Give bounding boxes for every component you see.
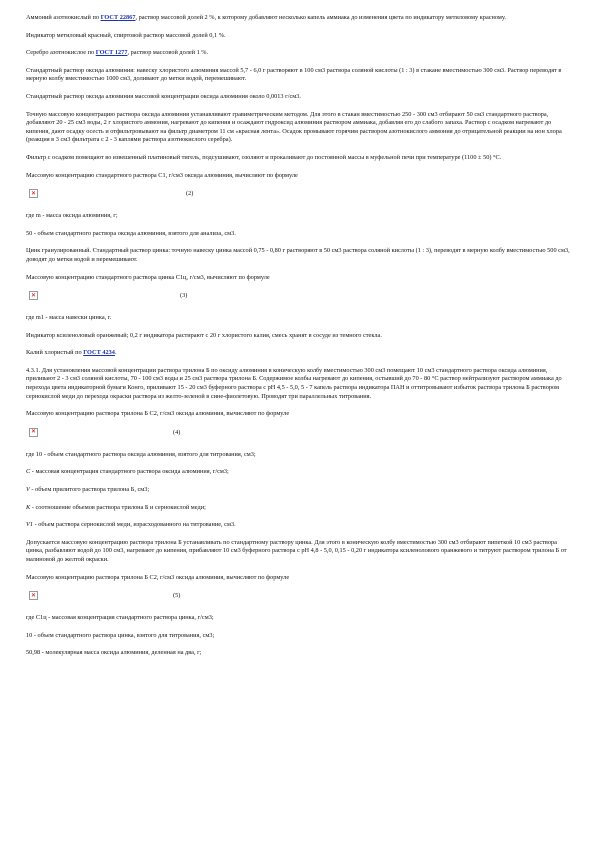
paragraph-silver-nitrate: Серебро азотнокислое по ГОСТ 1277, раствор массовой долей 1 %.: [26, 49, 209, 57]
equation-number: (4): [173, 428, 181, 436]
paragraph-zinc-standard: Цинк гранулированный. Стандартный раствор цинка: точную навеску цинка массой 0,75 - 0,80 г растворяют в 50 см3 раствора соляной кислоты (1 : 3), переводят в мерную колбу вместимостью 500 см3, доводят до метки водой и перемешивают.: [26, 247, 570, 263]
formula-2: [26, 189, 571, 203]
paragraph-gravimetric-method: Точную массовую концентрацию раствора оксида алюминия устанавливают гравиметрическим методом. Для этого в стакан вместимостью 250 - 300 см3 отбирают 50 см3 стандартного раствора, добавляют 20 - 25 см3 воды, 2 г хлористого аммония, нагревают до кипения и осаждают гидроксид алюминия раствором аммиака, добавляя его до слабого запаха. Раствор с осадком нагревают до кипения, дают осадку осесть и отфильтровывают на фильтр диаметром 11 см «красная лента». Осадок промывают горячим раствором азотнокислого аммония до отрицательной реакции на ион хлора (реакция в 3 см3 фильтрата с 2 - 3 каплями раствора азотнокислого серебра).: [26, 110, 562, 144]
paragraph-zinc-volume-10: 10 - объем стандартного раствора цинка, взятого для титрования, см3;: [26, 631, 215, 639]
paragraph-zinc-titration: Допускается массовую концентрацию раствора трилона Б устанавливать по стандартному раствору цинка. Для этого в коническую колбу вместимостью 300 см3 отбирают пипеткой 10 см3 раствора цинка, разбавляют водой до 100 см3, нагревают до кипения, прибавляют 10 см3 буферного раствора с рН 4,8 - 5,0, 0,15 - 0,20 г индикатора ксиленолового оранжевого и титруют раствором трилона Б от малиновой до желтой окраски.: [26, 538, 567, 563]
paragraph-def-v1: V1 - объем раствора сернокислой меди, израсходованного на титрование, см3.: [26, 521, 236, 529]
paragraph-4-3-1: 4.3.1. Для установления массовой концентрации раствора трилона Б по оксиду алюминия в коническую колбу вместимостью 300 см3 помещают 10 см3 стандартного раствора оксида алюминия, приливают 2 - 3 см3 соляной кислоты, 70 - 100 см3 воды и 25 см3 раствора трилона Б. Содержимое колбы нагревают до кипения, остывший до 70 - 80 °С раствор нейтрализуют раствором аммиака до перехода цвета индикаторной бумаги Конго, приливают 15 - 20 см3 буферного раствора с рН 4,5 - 5,0, 5 - 7 капель раствора индикатора ПАН и оттитровывают избыток раствора трилона Б раствором сернокислой меди до перехода окраски раствора из желто-зеленой в сине-фиолетовую. Проводят три параллельных титрования.: [26, 366, 562, 400]
link-gost-1277[interactable]: ГОСТ 1277: [95, 49, 128, 57]
paragraph-formula-intro-c1z: Массовую концентрацию стандартного раствора цинка C1ц, г/см3, вычисляют по формуле: [26, 273, 270, 281]
broken-image-icon: ✕: [30, 291, 37, 299]
link-gost-4234[interactable]: ГОСТ 4234: [83, 349, 115, 357]
paragraph-where-c1z: где C1ц - массовая концентрация стандартного раствора цинка, г/см3;: [26, 614, 214, 622]
paragraph-potassium-chloride: Калий хлористый по ГОСТ 4234.: [26, 349, 117, 357]
formula-5: [26, 591, 571, 605]
broken-image-icon: ✕: [30, 428, 37, 436]
paragraph-where-m: где m - масса оксида алюминия, г;: [26, 212, 118, 220]
paragraph-aluminium-concentration: Стандартный раствор оксида алюминия массовой концентрации оксида алюминия около 0,0013 г/см3.: [26, 92, 301, 100]
equation-number: (3): [180, 292, 188, 300]
paragraph-formula-intro-c2-zinc: Массовую концентрацию раствора трилона Б C2, г/см3 оксида алюминия, вычисляют по формуле: [26, 573, 290, 581]
paragraph-def-k: K - соотношение объемов раствора трилона Б и сернокислой меди;: [26, 503, 206, 511]
paragraph-where-10: где 10 - объем стандартного раствора оксида алюминия, взятого для титрования, см3;: [26, 450, 256, 458]
paragraph-formula-intro-c1: Массовую концентрацию стандартного раствора C1, г/см3 оксида алюминия, вычисляют по формуле: [26, 171, 298, 179]
paragraph-def-c: C - массовая концентрация стандартного раствора оксида алюминия, г/см3;: [26, 468, 229, 476]
paragraph-aluminium-standard: Стандартный раствор оксида алюминия: навеску хлористого алюминия массой 5,7 - 6,0 г растворяют в 100 см3 раствора соляной кислоты (1 : 3) в стакане вместимостью 300 см3. Раствор переводят в мерную колбу вместимостью 1000 см3, доливают до метки водой, перемешивают.: [26, 66, 562, 83]
paragraph-volume-50: 50 - объем стандартного раствора оксида алюминия, взятого для анализа, см3.: [26, 229, 236, 237]
paragraph-xylenol-orange: Индикатор ксиленоловый оранжевый; 0,2 г индикатора растирают с 20 г хлористого калия, смесь хранят в сосуде из темного стекла.: [26, 331, 382, 339]
paragraph-def-v: V - объем прилитого раствора трилона Б, см3;: [26, 486, 150, 494]
paragraph-filter-calcination: Фильтр с осадком помещают во взвешенный платиновый тигель, подсушивают, озоляют и прокаливают до постоянной массы в муфельной печи при температуре (1100 ± 50) °С.: [26, 153, 502, 161]
paragraph-formula-intro-c2: Массовую концентрацию раствора трилона Б C2, г/см3 оксида алюминия, вычисляют по формуле: [26, 410, 290, 418]
broken-image-icon: ✕: [30, 189, 37, 197]
equation-number: (2): [186, 190, 194, 198]
paragraph-molecular-mass: 50,98 - молекулярная масса оксида алюминия, деленная на два, г;: [26, 649, 202, 657]
paragraph-where-m1: где m1 - масса навески цинка, г.: [26, 314, 112, 322]
equation-number: (5): [173, 592, 181, 600]
document-body: [26, 14, 571, 667]
link-gost-22867[interactable]: ГОСТ 22867: [100, 14, 136, 21]
paragraph-indicator-methyl-red: Индикатор метиловый красный, спиртовой раствор массовой долей 0,1 %.: [26, 31, 226, 39]
paragraph-ammonium-nitrate: Аммоний азотнокислый по ГОСТ 22867, раствор массовой долей 2 %, к которому добавляют несколько капель аммиака до изменения цвета по индикатору метиловому красному.: [26, 14, 507, 21]
formula-3: [26, 291, 571, 305]
formula-4: [26, 428, 571, 442]
broken-image-icon: ✕: [30, 591, 37, 599]
